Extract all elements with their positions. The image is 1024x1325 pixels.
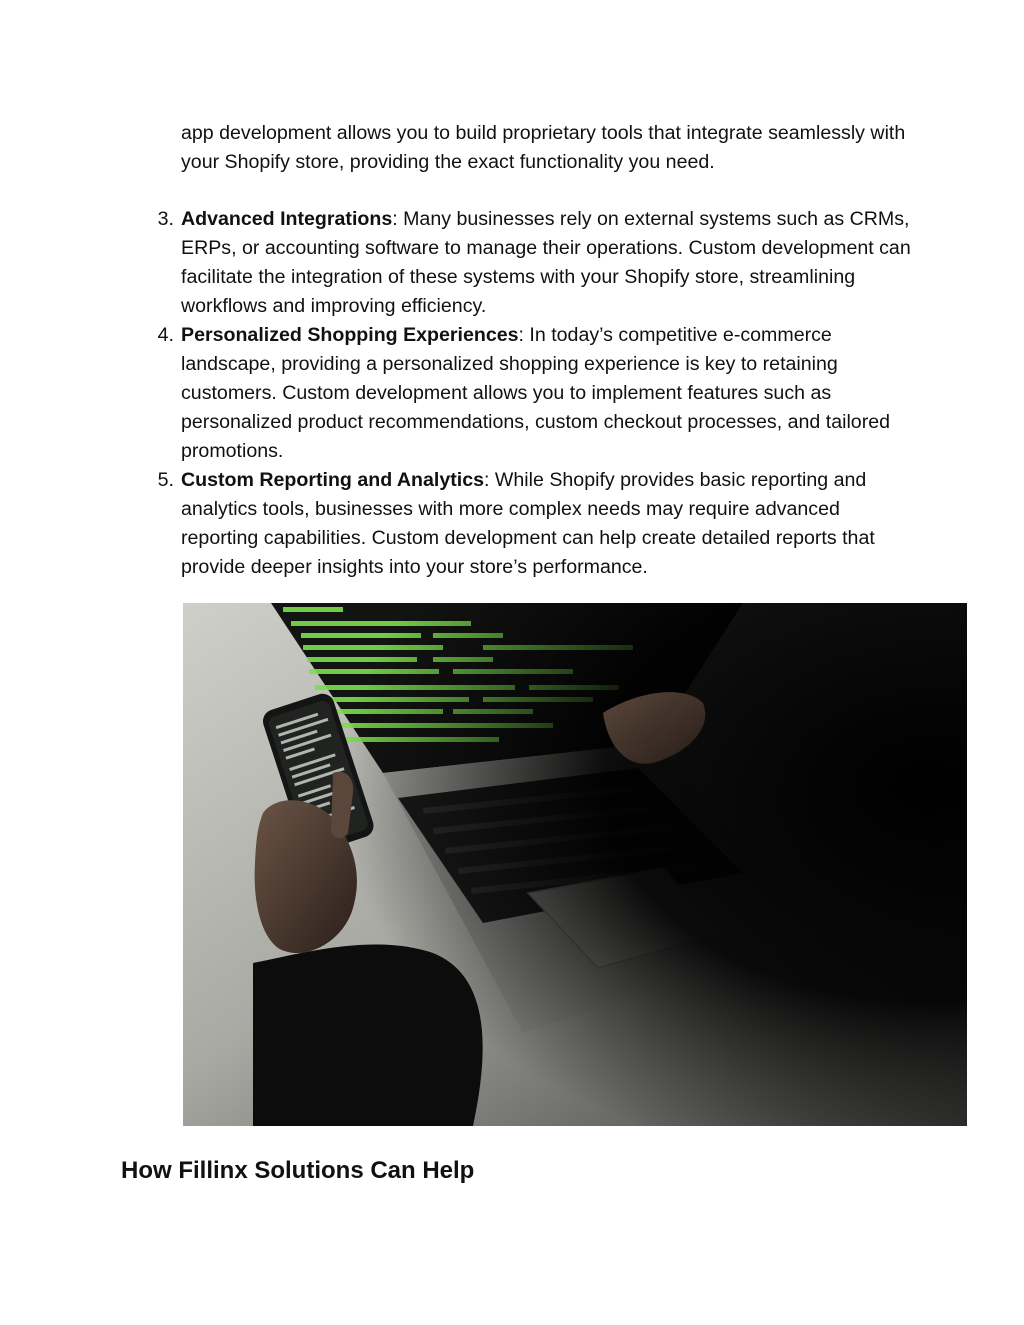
feature-list xyxy=(157,205,921,582)
list-text: : In today’s competitive e-commerce landscape, providing a personalized shopping experience is key to retaining customers. Custom development allows you to implement features such as personalized product recommendations, custom checkout processes, and tailored promotions. xyxy=(181,324,891,462)
list-term: Personalized Shopping Experiences xyxy=(181,324,519,346)
list-text: : While Shopify provides basic reporting and analytics tools, businesses with more complex needs may require advanced reporting capabilities. Custom development can help create detailed reports that provide deeper insights into your store’s performance. xyxy=(181,469,875,578)
list-term: Custom Reporting and Analytics xyxy=(181,469,485,491)
list-number: 3. xyxy=(157,208,174,230)
list-item xyxy=(157,205,921,321)
list-number: 4. xyxy=(157,324,174,346)
section-heading: How Fillinx Solutions Can Help xyxy=(121,1157,475,1184)
list-item xyxy=(157,321,921,466)
list-item xyxy=(157,466,921,582)
list-number: 5. xyxy=(157,469,174,491)
laptop-phone-photo xyxy=(183,603,967,1126)
paragraph-continuation: app development allows you to build proprietary tools that integrate seamlessly with your Shopify store, providing the exact functionality you need. xyxy=(181,122,906,173)
list-term: Advanced Integrations xyxy=(181,208,393,230)
list-text: : Many businesses rely on external systems such as CRMs, ERPs, or accounting software to manage their operations. Custom development can facilitate the integration of these systems with your Shopify store, streamlining workflows and improving efficiency. xyxy=(181,208,911,317)
